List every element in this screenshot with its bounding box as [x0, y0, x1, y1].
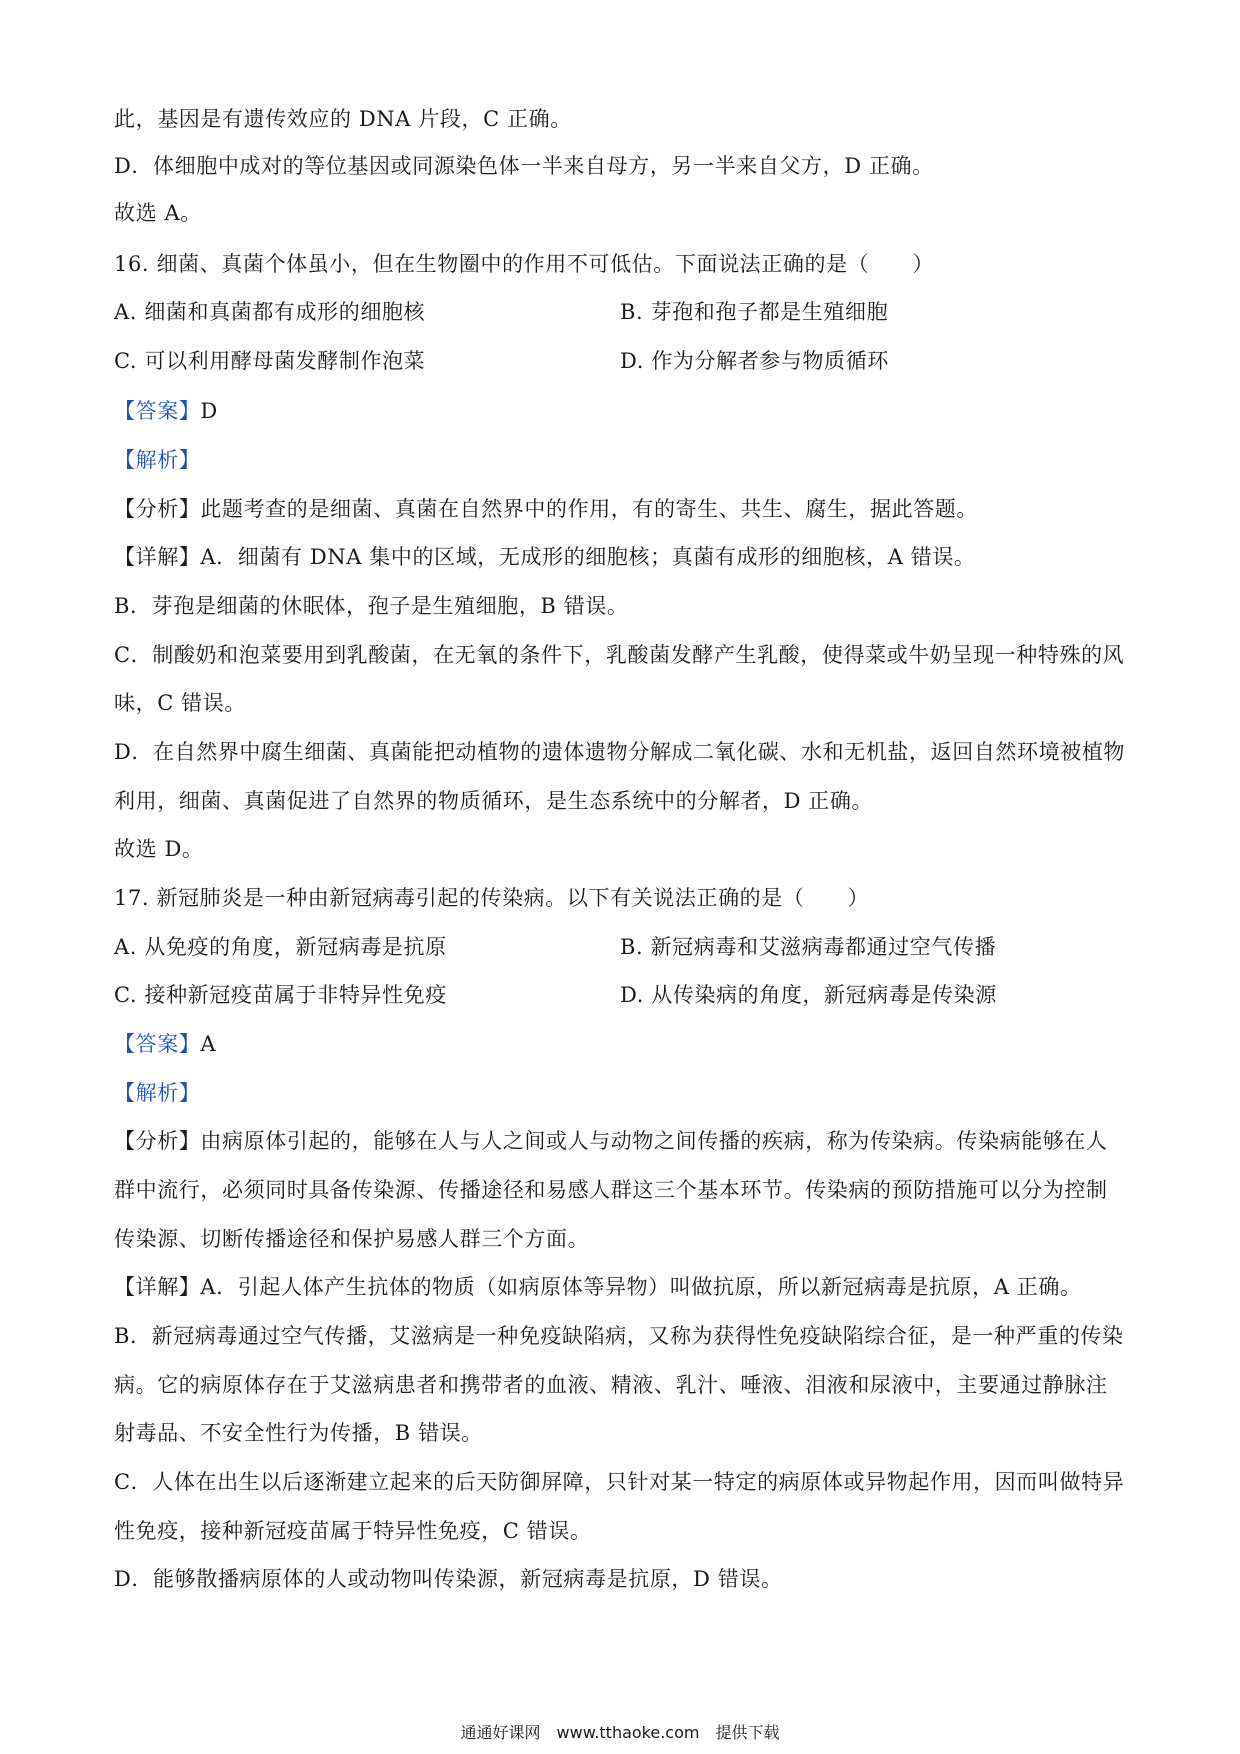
intro-line-2: D．体细胞中成对的等位基因或同源染色体一半来自母方，另一半来自父方，D 正确。	[114, 154, 934, 178]
q17-analysis-line: 传染源、切断传播途径和保护易感人群三个方面。	[114, 1227, 590, 1251]
q17-analysis-line: 【分析】由病原体引起的，能够在人与人之间或人与动物之间传播的疾病，称为传染病。传染病能够在人	[114, 1129, 1108, 1153]
q17-analysis-line: D．能够散播病原体的人或动物叫传染源，新冠病毒是抗原，D 错误。	[114, 1567, 783, 1591]
intro-line-1: 此，基因是有遗传效应的 DNA 片段，C 正确。	[114, 107, 572, 131]
q16-stem: 16. 细菌、真菌个体虽小，但在生物圈中的作用不可低估。下面说法正确的是（ ）	[114, 252, 935, 276]
q16-option-d: D. 作为分解者参与物质循环	[620, 349, 889, 373]
q17-analysis-line: 病。它的病原体存在于艾滋病患者和携带者的血液、精液、乳汁、唾液、泪液和尿液中，主要通过静脉注	[114, 1373, 1108, 1397]
q16-analysis-line: 【详解】A．细菌有 DNA 集中的区域，无成形的细胞核；真菌有成形的细胞核，A 错误。	[114, 545, 976, 569]
q16-analysis-line: D．在自然界中腐生细菌、真菌能把动植物的遗体遗物分解成二氧化碳、水和无机盐，返回自然环境被植物	[114, 740, 1126, 764]
q16-answer-tag: 【答案】	[114, 399, 201, 423]
q16-analysis-line: 味，C 错误。	[114, 691, 246, 715]
q17-answer-value: A	[200, 1032, 217, 1056]
q16-option-c: C. 可以利用酵母菌发酵制作泡菜	[114, 349, 426, 373]
q16-analysis-line: B．芽孢是细菌的休眠体，孢子是生殖细胞，B 错误。	[114, 594, 629, 618]
q17-analysis-line: C．人体在出生以后逐渐建立起来的后天防御屏障，只针对某一特定的病原体或异物起作用，因而叫做特异	[114, 1470, 1125, 1494]
q17-option-c: C. 接种新冠疫苗属于非特异性免疫	[114, 983, 447, 1007]
q17-option-b: B. 新冠病毒和艾滋病毒都通过空气传播	[620, 935, 997, 959]
q17-analysis-tag: 【解析】	[114, 1081, 201, 1105]
q17-answer-tag: 【答案】	[114, 1032, 201, 1056]
intro-line-3: 故选 A。	[114, 201, 202, 225]
q16-analysis-tag: 【解析】	[114, 448, 201, 472]
q17-analysis-line: 性免疫，接种新冠疫苗属于特异性免疫，C 错误。	[114, 1519, 592, 1543]
q16-answer-value: D	[200, 399, 218, 423]
q16-analysis-line: C．制酸奶和泡菜要用到乳酸菌，在无氧的条件下，乳酸菌发酵产生乳酸，使得菜或牛奶呈现一种特殊的风	[114, 643, 1125, 667]
q17-answer	[114, 1029, 216, 1059]
q16-analysis-line: 利用，细菌、真菌促进了自然界的物质循环，是生态系统中的分解者，D 正确。	[114, 789, 874, 813]
q16-analysis-line: 【分析】此题考查的是细菌、真菌在自然界中的作用，有的寄生、共生、腐生，据此答题。	[114, 497, 978, 521]
q17-analysis-line: B．新冠病毒通过空气传播，艾滋病是一种免疫缺陷病，又称为获得性免疫缺陷综合征，是一种严重的传染	[114, 1324, 1124, 1348]
q17-option-a: A. 从免疫的角度，新冠病毒是抗原	[114, 935, 447, 959]
q16-option-a: A. 细菌和真菌都有成形的细胞核	[114, 300, 426, 324]
q17-analysis-line: 射毒品、不安全性行为传播，B 错误。	[114, 1421, 483, 1445]
q16-conclusion: 故选 D。	[114, 837, 204, 861]
q17-analysis-line: 群中流行，必须同时具备传染源、传播途径和易感人群这三个基本环节。传染病的预防措施可以分为控制	[114, 1178, 1108, 1202]
q17-analysis-line: 【详解】A．引起人体产生抗体的物质（如病原体等异物）叫做抗原，所以新冠病毒是抗原，A 正确。	[114, 1275, 1082, 1299]
q16-option-b: B. 芽孢和孢子都是生殖细胞	[620, 300, 889, 324]
page-footer[interactable]: 通通好课网 www.tthaoke.com 提供下载	[460, 1723, 780, 1742]
q17-option-d: D. 从传染病的角度，新冠病毒是传染源	[620, 983, 997, 1007]
q17-stem: 17. 新冠肺炎是一种由新冠病毒引起的传染病。以下有关说法正确的是（ ）	[114, 886, 870, 910]
q16-answer	[114, 396, 218, 426]
